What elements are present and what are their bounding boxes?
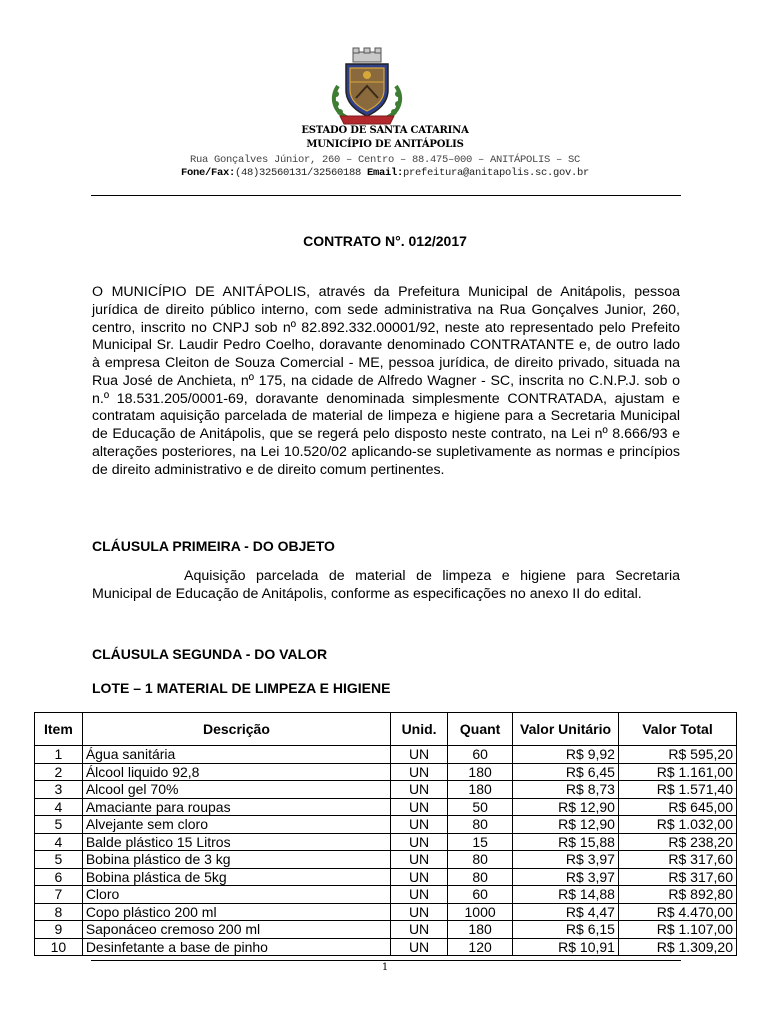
cell-item: 5 [35,816,83,834]
cell-unit-value: R$ 15,88 [513,833,619,851]
cell-description: Alvejante sem cloro [82,816,390,834]
cell-quantity: 80 [448,868,513,886]
cell-item: 2 [35,763,83,781]
cell-unit: UN [391,868,448,886]
cell-item: 6 [35,868,83,886]
cell-quantity: 180 [448,763,513,781]
cell-quantity: 1000 [448,903,513,921]
cell-unit: UN [391,833,448,851]
cell-quantity: 180 [448,921,513,939]
col-description: Descrição [82,713,390,746]
email-address: prefeitura@anitapolis.sc.gov.br [403,167,590,179]
cell-description: Bobina plástico de 3 kg [82,851,390,869]
cell-total-value: R$ 892,80 [618,886,736,904]
cell-total-value: R$ 317,60 [618,868,736,886]
cell-unit: UN [391,886,448,904]
cell-unit: UN [391,781,448,799]
col-unit-value: Valor Unitário [513,713,619,746]
cell-unit-value: R$ 3,97 [513,851,619,869]
table-header-row [35,713,737,746]
cell-total-value: R$ 645,00 [618,798,736,816]
header-divider [91,195,681,196]
intro-paragraph: O MUNICÍPIO DE ANITÁPOLIS, através da Prefeitura Municipal de Anitápolis, pessoa jurídica de direito público interno, com sede administrativa na Rua Gonçalves Junior, 260, centro, inscrito no CNPJ sob nº 82.892.332.00001/92, neste ato representado pelo Prefeito Municipal Sr. Laudir Pedro Coelho, doravante denominado CONTRATANTE e, de outro lado à empresa Cleiton de Souza Comercial - ME, pessoa jurídica, de direito privado, situada na Rua José de Anchieta, nº 175, na cidade de Alfredo Wagner - SC, inscrita no C.N.P.J. sob o n.º 18.531.205/0001-69, doravante denominada simplesmente CONTRATADA, ajustam e contratam aquisição parcelada de material de limpeza e higiene para a Secretaria Municipal de Educação de Anitápolis, que se regerá pelo disposto neste contrato, na Lei nº 8.666/93 e alterações posteriores, na Lei 10.520/02 aplicando-se supletivamente as normas e princípios de direito administrativo e de direito comum pertinentes. [92,284,680,478]
cell-quantity: 60 [448,886,513,904]
cell-unit: UN [391,938,448,956]
cell-unit: UN [391,816,448,834]
table-row [35,903,737,921]
table-row [35,816,737,834]
cell-unit: UN [391,921,448,939]
cell-total-value: R$ 4.470,00 [618,903,736,921]
clause-2-heading: CLÁUSULA SEGUNDA - DO VALOR [92,646,328,662]
footer-divider [91,960,681,961]
coat-of-arms-icon [326,46,408,126]
cell-total-value: R$ 595,20 [618,746,736,764]
cell-unit-value: R$ 8,73 [513,781,619,799]
cell-unit-value: R$ 14,88 [513,886,619,904]
cell-item: 4 [35,798,83,816]
cell-item: 3 [35,781,83,799]
cell-description: Alcool gel 70% [82,781,390,799]
table-row [35,886,737,904]
cell-unit-value: R$ 12,90 [513,816,619,834]
cell-description: Amaciante para roupas [82,798,390,816]
letterhead-address: Rua Gonçalves Júnior, 260 – Centro – 88.475–000 – ANITÁPOLIS – SC [189,154,581,166]
letterhead-state: ESTADO DE SANTA CATARINA [301,125,469,136]
cell-description: Água sanitária [82,746,390,764]
lot-heading: LOTE – 1 MATERIAL DE LIMPEZA E HIGIENE [92,680,391,696]
cell-description: Álcool liquido 92,8 [82,763,390,781]
cell-description: Saponáceo cremoso 200 ml [82,921,390,939]
letterhead-contact [0,167,770,179]
cell-description: Copo plástico 200 ml [82,903,390,921]
cell-quantity: 80 [448,851,513,869]
table-row [35,763,737,781]
cell-total-value: R$ 1.161,00 [618,763,736,781]
cell-unit: UN [391,798,448,816]
cell-item: 9 [35,921,83,939]
contract-title: CONTRATO N°. 012/2017 [303,233,467,249]
table-row [35,868,737,886]
cell-quantity: 80 [448,816,513,834]
cell-total-value: R$ 1.032,00 [618,816,736,834]
table-row [35,921,737,939]
cell-unit-value: R$ 3,97 [513,868,619,886]
table-row [35,851,737,869]
cell-total-value: R$ 1.309,20 [618,938,736,956]
table-row [35,746,737,764]
cell-item: 4 [35,833,83,851]
cell-quantity: 180 [448,781,513,799]
table-row [35,833,737,851]
cell-total-value: R$ 1.571,40 [618,781,736,799]
letterhead-municipality: MUNICÍPIO DE ANITÁPOLIS [306,139,464,150]
cell-item: 7 [35,886,83,904]
cell-quantity: 60 [448,746,513,764]
cell-unit-value: R$ 6,15 [513,921,619,939]
cell-unit: UN [391,763,448,781]
items-table [34,712,737,956]
cell-description: Balde plástico 15 Litros [82,833,390,851]
cell-unit-value: R$ 10,91 [513,938,619,956]
cell-quantity: 120 [448,938,513,956]
col-unit: Unid. [391,713,448,746]
phone-number: (48)32560131/32560188 [234,167,361,179]
email-label: Email: [367,167,404,179]
cell-item: 1 [35,746,83,764]
cell-description: Desinfetante a base de pinho [82,938,390,956]
cell-quantity: 15 [448,833,513,851]
cell-item: 10 [35,938,83,956]
cell-total-value: R$ 238,20 [618,833,736,851]
cell-item: 8 [35,903,83,921]
cell-unit-value: R$ 12,90 [513,798,619,816]
clause-1-heading: CLÁUSULA PRIMEIRA - DO OBJETO [92,538,335,554]
cell-unit-value: R$ 6,45 [513,763,619,781]
table-row [35,938,737,956]
clause-1-body: Aquisição parcelada de material de limpeza e higiene para Secretaria Municipal de Educação de Anitápolis, conforme as especificações no anexo II do edital. [92,568,680,602]
col-item: Item [35,713,83,746]
cell-description: Bobina plástica de 5kg [82,868,390,886]
cell-quantity: 50 [448,798,513,816]
cell-unit: UN [391,903,448,921]
page-number: 1 [381,962,389,973]
col-total-value: Valor Total [618,713,736,746]
cell-total-value: R$ 1.107,00 [618,921,736,939]
col-quantity: Quant [448,713,513,746]
table-row [35,781,737,799]
clause-1-text [92,568,680,604]
cell-unit-value: R$ 9,92 [513,746,619,764]
cell-unit: UN [391,746,448,764]
cell-unit: UN [391,851,448,869]
table-row [35,798,737,816]
cell-total-value: R$ 317,60 [618,851,736,869]
cell-description: Cloro [82,886,390,904]
phone-label: Fone/Fax: [180,167,235,179]
cell-unit-value: R$ 4,47 [513,903,619,921]
cell-item: 5 [35,851,83,869]
